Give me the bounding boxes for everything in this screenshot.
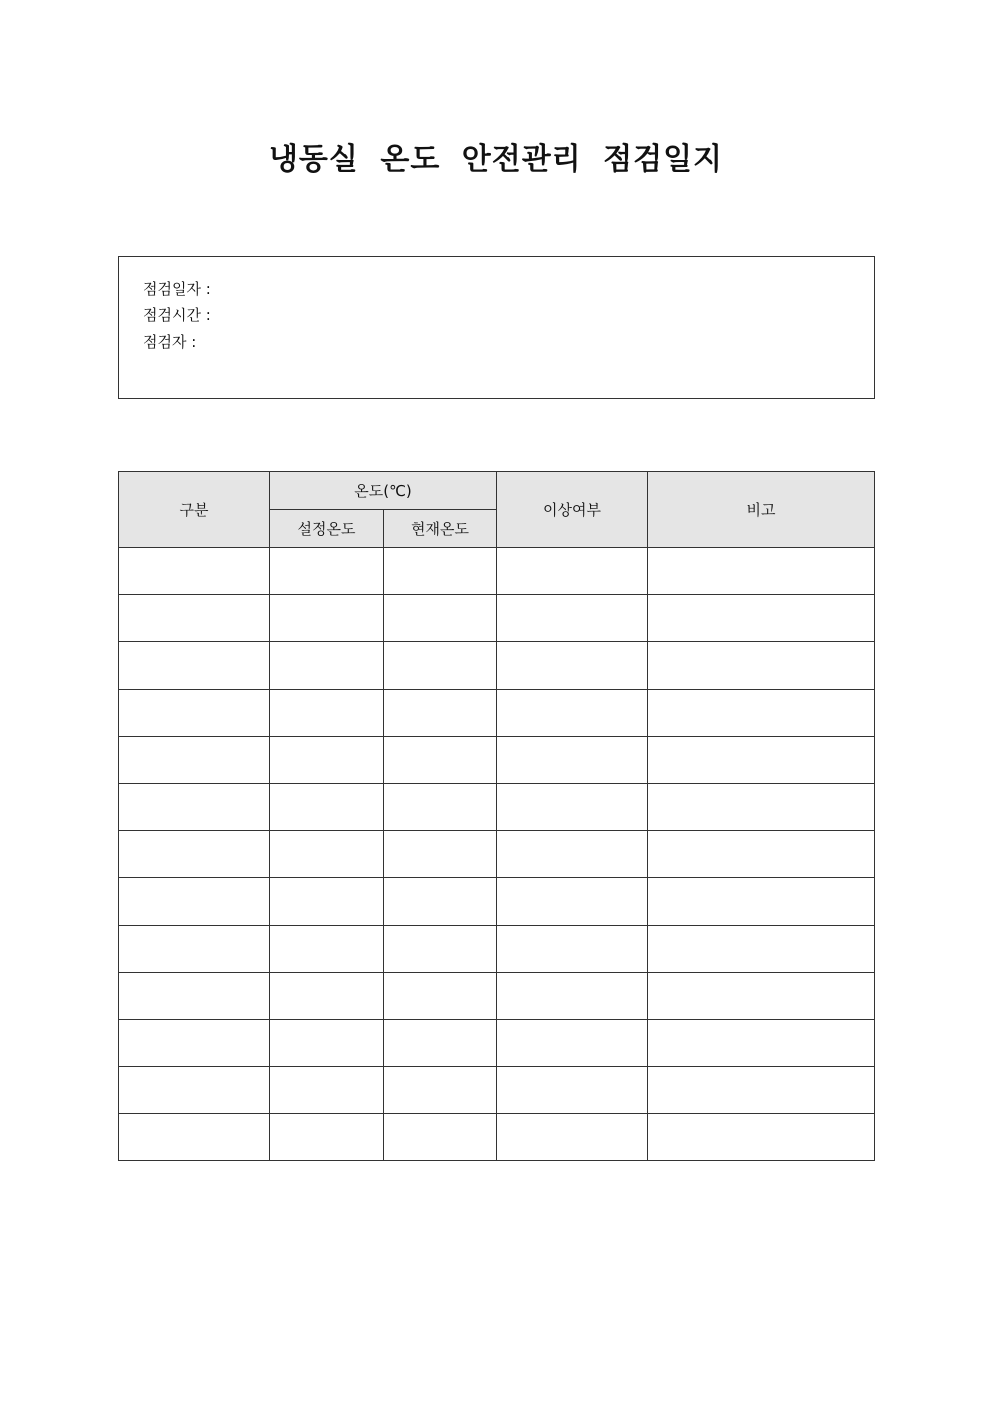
log-table — [118, 471, 875, 1161]
cell-current-temp[interactable] — [384, 831, 497, 878]
cell-category[interactable] — [119, 548, 270, 595]
table-row — [119, 595, 875, 642]
cell-category[interactable] — [119, 831, 270, 878]
header-remarks: 비고 — [648, 472, 875, 548]
cell-remarks[interactable] — [648, 831, 875, 878]
cell-abnormal[interactable] — [497, 1019, 648, 1066]
cell-remarks[interactable] — [648, 878, 875, 925]
info-box — [118, 256, 875, 399]
table-row — [119, 878, 875, 925]
cell-set-temp[interactable] — [270, 1019, 384, 1066]
cell-remarks[interactable] — [648, 595, 875, 642]
cell-abnormal[interactable] — [497, 878, 648, 925]
table-row — [119, 925, 875, 972]
cell-category[interactable] — [119, 642, 270, 689]
cell-category[interactable] — [119, 595, 270, 642]
header-current-temp: 현재온도 — [384, 510, 497, 548]
cell-remarks[interactable] — [648, 925, 875, 972]
cell-abnormal[interactable] — [497, 736, 648, 783]
cell-abnormal[interactable] — [497, 972, 648, 1019]
cell-abnormal[interactable] — [497, 689, 648, 736]
cell-current-temp[interactable] — [384, 595, 497, 642]
inspector-label: 점검자 : — [143, 333, 197, 351]
header-temperature: 온도(℃) — [270, 472, 497, 510]
cell-abnormal[interactable] — [497, 548, 648, 595]
table-row — [119, 1114, 875, 1161]
cell-remarks[interactable] — [648, 783, 875, 830]
table-row — [119, 783, 875, 830]
table-row — [119, 548, 875, 595]
cell-current-temp[interactable] — [384, 689, 497, 736]
cell-remarks[interactable] — [648, 1019, 875, 1066]
cell-remarks[interactable] — [648, 689, 875, 736]
cell-set-temp[interactable] — [270, 548, 384, 595]
cell-category[interactable] — [119, 736, 270, 783]
table-row — [119, 689, 875, 736]
cell-category[interactable] — [119, 783, 270, 830]
cell-remarks[interactable] — [648, 736, 875, 783]
cell-remarks[interactable] — [648, 548, 875, 595]
cell-current-temp[interactable] — [384, 1067, 497, 1114]
table-row — [119, 642, 875, 689]
cell-current-temp[interactable] — [384, 736, 497, 783]
cell-abnormal[interactable] — [497, 1114, 648, 1161]
cell-current-temp[interactable] — [384, 783, 497, 830]
cell-category[interactable] — [119, 1067, 270, 1114]
cell-abnormal[interactable] — [497, 925, 648, 972]
cell-category[interactable] — [119, 1019, 270, 1066]
cell-set-temp[interactable] — [270, 831, 384, 878]
cell-set-temp[interactable] — [270, 972, 384, 1019]
table-row — [119, 1067, 875, 1114]
cell-current-temp[interactable] — [384, 878, 497, 925]
cell-category[interactable] — [119, 1114, 270, 1161]
cell-set-temp[interactable] — [270, 925, 384, 972]
header-abnormal: 이상여부 — [497, 472, 648, 548]
cell-set-temp[interactable] — [270, 1067, 384, 1114]
page-title: 냉동실 온도 안전관리 점검일지 — [268, 142, 724, 177]
cell-current-temp[interactable] — [384, 548, 497, 595]
cell-abnormal[interactable] — [497, 642, 648, 689]
table-row — [119, 972, 875, 1019]
cell-category[interactable] — [119, 689, 270, 736]
cell-set-temp[interactable] — [270, 595, 384, 642]
cell-abnormal[interactable] — [497, 595, 648, 642]
cell-current-temp[interactable] — [384, 1019, 497, 1066]
cell-set-temp[interactable] — [270, 783, 384, 830]
cell-remarks[interactable] — [648, 1114, 875, 1161]
cell-set-temp[interactable] — [270, 1114, 384, 1161]
time-label: 점검시간 : — [143, 306, 211, 324]
cell-current-temp[interactable] — [384, 642, 497, 689]
table-row — [119, 736, 875, 783]
cell-category[interactable] — [119, 972, 270, 1019]
cell-remarks[interactable] — [648, 642, 875, 689]
header-set-temp: 설정온도 — [270, 510, 384, 548]
cell-abnormal[interactable] — [497, 1067, 648, 1114]
cell-abnormal[interactable] — [497, 783, 648, 830]
cell-set-temp[interactable] — [270, 642, 384, 689]
date-label: 점검일자 : — [143, 280, 211, 298]
cell-remarks[interactable] — [648, 1067, 875, 1114]
cell-category[interactable] — [119, 925, 270, 972]
table-row — [119, 1019, 875, 1066]
cell-remarks[interactable] — [648, 972, 875, 1019]
cell-abnormal[interactable] — [497, 831, 648, 878]
cell-set-temp[interactable] — [270, 736, 384, 783]
cell-set-temp[interactable] — [270, 689, 384, 736]
cell-current-temp[interactable] — [384, 1114, 497, 1161]
cell-set-temp[interactable] — [270, 878, 384, 925]
cell-current-temp[interactable] — [384, 972, 497, 1019]
table-row — [119, 831, 875, 878]
header-category: 구분 — [119, 472, 270, 548]
cell-category[interactable] — [119, 878, 270, 925]
cell-current-temp[interactable] — [384, 925, 497, 972]
